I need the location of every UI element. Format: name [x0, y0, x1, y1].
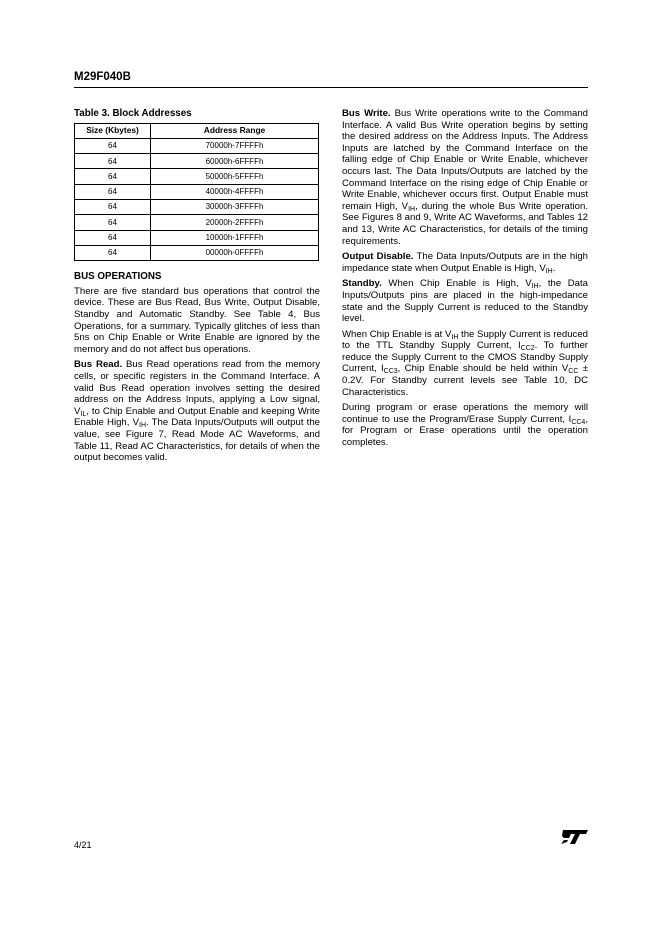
standby-current-text: . To further reduce the Supply Current to the CMOS Standby Supply Current, I: [342, 340, 588, 375]
column-header-address-range: Address Range: [151, 123, 319, 138]
subscript: IH: [545, 267, 553, 275]
address-range-cell: 50000h-5FFFFh: [151, 169, 319, 184]
standby-text: , the Data Inputs/Outputs pins are placed in the high-impedance state and the Supply Current is reduced to the Standby level.: [342, 278, 589, 325]
output-disable-text: The Data Inputs/Outputs are in the high impedance state when Output Enable is High, V: [342, 251, 588, 274]
bus-write-text: , during the whole Bus Write operation. See Figures 8 and 9, Write AC Waveforms, and Tables 12 and 13, Write AC Characteristics, for details of the timing requirements.: [342, 200, 588, 247]
address-range-cell: 60000h-6FFFFh: [151, 154, 319, 169]
address-range-cell: 30000h-3FFFFh: [151, 200, 319, 215]
standby-text: When Chip Enable is High, V: [388, 278, 532, 290]
size-cell: 64: [75, 230, 151, 245]
address-range-cell: 10000h-1FFFFh: [151, 230, 319, 245]
program-erase-text: During program or erase operations the memory will continue to use the Program/Erase Supply Current, I: [342, 402, 588, 425]
size-cell: 64: [75, 138, 151, 153]
output-disable-label: Output Disable.: [342, 251, 414, 263]
subscript: CC2: [520, 345, 535, 353]
address-range-cell: 20000h-2FFFFh: [151, 215, 319, 230]
right-column: [342, 108, 588, 453]
program-erase-paragraph: [342, 402, 588, 448]
size-cell: 64: [75, 184, 151, 199]
bus-read-label: Bus Read.: [74, 359, 123, 371]
bus-write-paragraph: [342, 108, 588, 247]
subscript: IH: [139, 422, 146, 430]
subscript: IL: [80, 410, 87, 418]
subscript: IH: [531, 283, 539, 291]
standby-current-text: When Chip Enable is at V: [342, 328, 452, 340]
address-range-cell: 40000h-4FFFFh: [151, 184, 319, 199]
address-range-cell: 70000h-7FFFFh: [151, 138, 319, 153]
table-row: [75, 138, 319, 153]
table-caption: Table 3. Block Addresses: [74, 108, 192, 119]
program-erase-text: , for Program or Erase operations until the operation completes.: [342, 413, 588, 449]
table-header-row: [75, 123, 319, 138]
output-disable-paragraph: [342, 251, 588, 274]
block-addresses-table: [74, 123, 319, 262]
table-row: [75, 200, 319, 215]
standby-current-text: the Supply Current is reduced to the TTL Standby Supply Current, I: [342, 328, 588, 352]
left-column: [74, 108, 320, 468]
bus-write-label: Bus Write.: [342, 108, 391, 119]
document-title: M29F040B: [74, 71, 131, 83]
size-cell: 64: [75, 154, 151, 169]
standby-current-text: , Chip Enable should be held within V: [397, 363, 569, 375]
standby-current-paragraph: [342, 329, 588, 399]
subscript: CC4: [571, 418, 586, 426]
size-cell: 64: [75, 200, 151, 215]
table-row: [75, 230, 319, 245]
header-divider: [74, 87, 588, 88]
standby-current-text: ± 0.2V. For Standby current levels see Table 10, DC Characteristics.: [342, 363, 588, 398]
st-logo-icon: [559, 829, 589, 845]
bus-write-text: Bus Write operations write to the Command Interface. A valid Bus Write operation begins by setting the desired address on the Address Inputs. The Address Inputs are latched by the Command Interface on the falling edge of Chip Enable or Write Enable, whichever occurs last. The Data Inputs/Outputs are latched by the Command Interface on the rising edge of Chip Enable or Write Enable, whichever occurs first. Output Enable must remain High, V: [342, 108, 588, 212]
address-range-cell: 00000h-0FFFFh: [151, 245, 319, 260]
output-disable-text: .: [552, 262, 556, 274]
size-cell: 64: [75, 245, 151, 260]
section-heading-bus-operations: BUS OPERATIONS: [74, 271, 162, 283]
table-row: [75, 245, 319, 260]
subscript: CC3: [383, 368, 398, 376]
table-row: [75, 154, 319, 169]
standby-paragraph: [342, 278, 588, 324]
bus-read-text: . The Data Inputs/Outputs will output the value, see Figure 7, Read Mode AC Waveforms, and Table 11, Read AC Characteristics, for details of when the output becomes valid.: [74, 417, 320, 464]
bus-read-paragraph: [74, 359, 320, 463]
standby-label: Standby.: [342, 278, 382, 290]
size-cell: 64: [75, 169, 151, 184]
bus-operations-intro-paragraph: There are five standard bus operations that control the device. These are Bus Read, Bus Write, Output Disable, Standby and Automatic Standby. See Table 4, Bus Operations, for a summary. Typically glitches of less than 5ns on Chip Enable or Write Enable are ignored by the memory and do not affect bus operations.: [74, 285, 320, 355]
table-row: [75, 215, 319, 230]
table-row: [75, 169, 319, 184]
table-row: [75, 184, 319, 199]
size-cell: 64: [75, 215, 151, 230]
page-number: 4/21: [74, 840, 92, 850]
subscript: IH: [408, 205, 416, 213]
bus-read-text: , to Chip Enable and Output Enable and keeping Write Enable High, V: [74, 405, 320, 429]
subscript: CC: [568, 368, 579, 376]
column-header-size: Size (Kbytes): [75, 123, 151, 138]
bus-read-text: Bus Read operations read from the memory cells, or specific registers in the Command Interface. A valid Bus Read operation involves setting the desired address on the Address Inputs, applying a Low signal, V: [74, 359, 320, 417]
subscript: IH: [451, 333, 459, 341]
